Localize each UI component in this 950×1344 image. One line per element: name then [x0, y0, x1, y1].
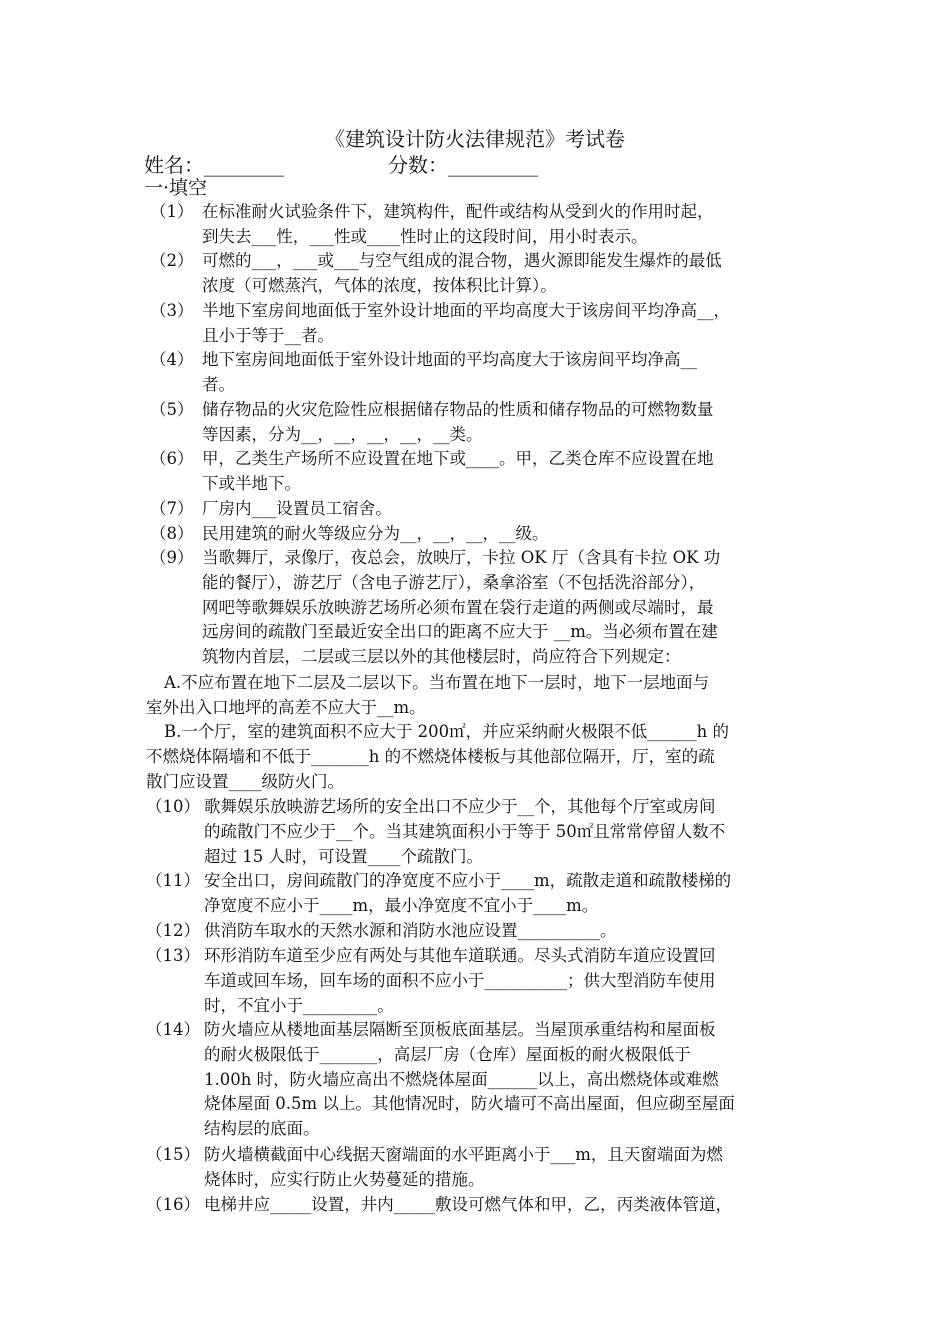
question-text: 民用建筑的耐火等级应分为__，__，__，__级。 — [202, 524, 549, 543]
question-number: （2） — [150, 251, 194, 270]
question-text: 厂房内___设置员工宿舍。 — [202, 499, 392, 518]
sub-item-b: B.一个厅，室的建筑面积不应大于 200㎡，并应采纳耐火极限不低______h 的 不燃烧体隔墙和不低于_______h 的不燃烧体楼板与其他部位隔开，厅，室的疏 散门应设置____级防火门。 — [146, 722, 729, 791]
question-13 — [146, 944, 820, 1018]
question-text: 防火墙应从楼地面基层隔断至顶板底面基层。当屋顶承重结构和屋面板 的耐火极限低于_______，高层厂房（仓库）屋面板的耐火极限低于 1.00h 时，防火墙应高出不燃烧体屋面______以上，高出燃烧体或难燃 烧体屋面 0.5m 以上。其他情况时，防火墙可不高出屋面，但应砌至屋面 结构层的底面。 — [204, 1020, 735, 1139]
question-number: （8） — [150, 524, 194, 543]
question-4 — [150, 348, 820, 398]
score-field: 分数：_________ — [388, 153, 538, 177]
question-6 — [150, 447, 820, 497]
question-text: 可燃的___，___或___与空气组成的混合物，遇火源即能发生爆炸的最低 浓度（可燃蒸汽，气体的浓度，按体积比计算）。 — [202, 251, 722, 295]
question-10 — [146, 795, 820, 869]
question-number: （12） — [146, 921, 200, 940]
question-1 — [150, 200, 820, 250]
question-text: 地下室房间地面低于室外设计地面的平均高度大于该房间平均净高__ 者。 — [202, 350, 697, 394]
question-number: （15） — [146, 1145, 200, 1164]
document-title: 《建筑设计防火法律规范》考试卷 — [325, 127, 625, 151]
question-2 — [150, 249, 820, 299]
question-number: （6） — [150, 449, 194, 468]
section-title: 一·填空 — [144, 177, 208, 199]
question-text: 甲，乙类生产场所不应设置在地下或____。甲，乙类仓库不应设置在地 下或半地下。 — [202, 449, 714, 493]
question-8 — [150, 522, 820, 547]
name-field: 姓名：________ — [144, 153, 284, 177]
question-text: 半地下室房间地面低于室外设计地面的平均高度大于该房间平均净高__， 且小于等于__者。 — [202, 301, 730, 345]
question-text: 环形消防车道至少应有两处与其他车道联通。尽头式消防车道应设置回 车道或回车场，回车场的面积不应小于__________；供大型消防车使用 时，不宜小于_________。 — [204, 946, 716, 1015]
question-text: 安全出口，房间疏散门的净宽度不应小于____m，疏散走道和疏散楼梯的 净宽度不应小于____m，最小净宽度不宜小于____m。 — [204, 871, 732, 915]
question-number: （14） — [146, 1020, 200, 1039]
question-number: （9） — [150, 548, 194, 567]
question-number: （4） — [150, 350, 194, 369]
question-text: 当歌舞厅，录像厅，夜总会，放映厅，卡拉 OK 厅（含具有卡拉 OK 功 能的餐厅），游艺厅（含电子游艺厅），桑拿浴室（不包括洗浴部分）， 网吧等歌舞娱乐放映游艺场所必须布置在袋行走道的两侧或尽端时，最 远房间的疏散门至最近安全出口的距离不应大于 __m。当必须布置在建 筑物内首层，二层或三层以外的其他楼层时，尚应符合下列规定： — [202, 548, 721, 667]
question-7 — [150, 497, 820, 522]
question-number: （1） — [150, 202, 194, 221]
question-number: （3） — [150, 301, 194, 320]
question-number: （11） — [146, 871, 200, 890]
question-11 — [146, 869, 820, 919]
question-text: 电梯井应_____设置，井内_____敷设可燃气体和甲，乙，丙类液体管道， — [204, 1195, 732, 1214]
question-16 — [146, 1193, 820, 1218]
question-text: 防火墙横截面中心线据天窗端面的水平距离小于___m，且天窗端面为燃 烧体时，应实行防止火势蔓延的措施。 — [204, 1145, 723, 1189]
question-text: 歌舞娱乐放映游艺场所的安全出口不应少于__个，其他每个厅室或房间 的疏散门不应少于__个。当其建筑面积小于等于 50㎡且常常停留人数不 超过 15 人时，可设置____个疏散门。 — [204, 797, 726, 866]
question-text: 储存物品的火灾危险性应根据储存物品的性质和储存物品的可燃物数量 等因素，分为__，__，__，__，__类。 — [202, 400, 714, 444]
sub-item-a: A.不应布置在地下二层及二层以下。当布置在地下一层时，地下一层地面与 室外出入口地坪的高差不应大于__m。 — [146, 673, 710, 717]
question-5 — [150, 398, 820, 448]
question-number: （5） — [150, 400, 194, 419]
question-14 — [146, 1018, 820, 1142]
question-15 — [146, 1143, 820, 1193]
question-12 — [146, 919, 820, 944]
question-number: （16） — [146, 1195, 200, 1214]
question-text: 在标准耐火试验条件下，建筑构件，配件或结构从受到火的作用时起， 到失去___性，___性或____性时止的这段时间，用小时表示。 — [202, 202, 714, 246]
question-3 — [150, 299, 820, 349]
question-text: 供消防车取水的天然水源和消防水池应设置__________。 — [204, 921, 617, 940]
question-number: （7） — [150, 499, 194, 518]
question-number: （13） — [146, 946, 200, 965]
question-9 — [150, 546, 820, 670]
question-number: （10） — [146, 797, 200, 816]
